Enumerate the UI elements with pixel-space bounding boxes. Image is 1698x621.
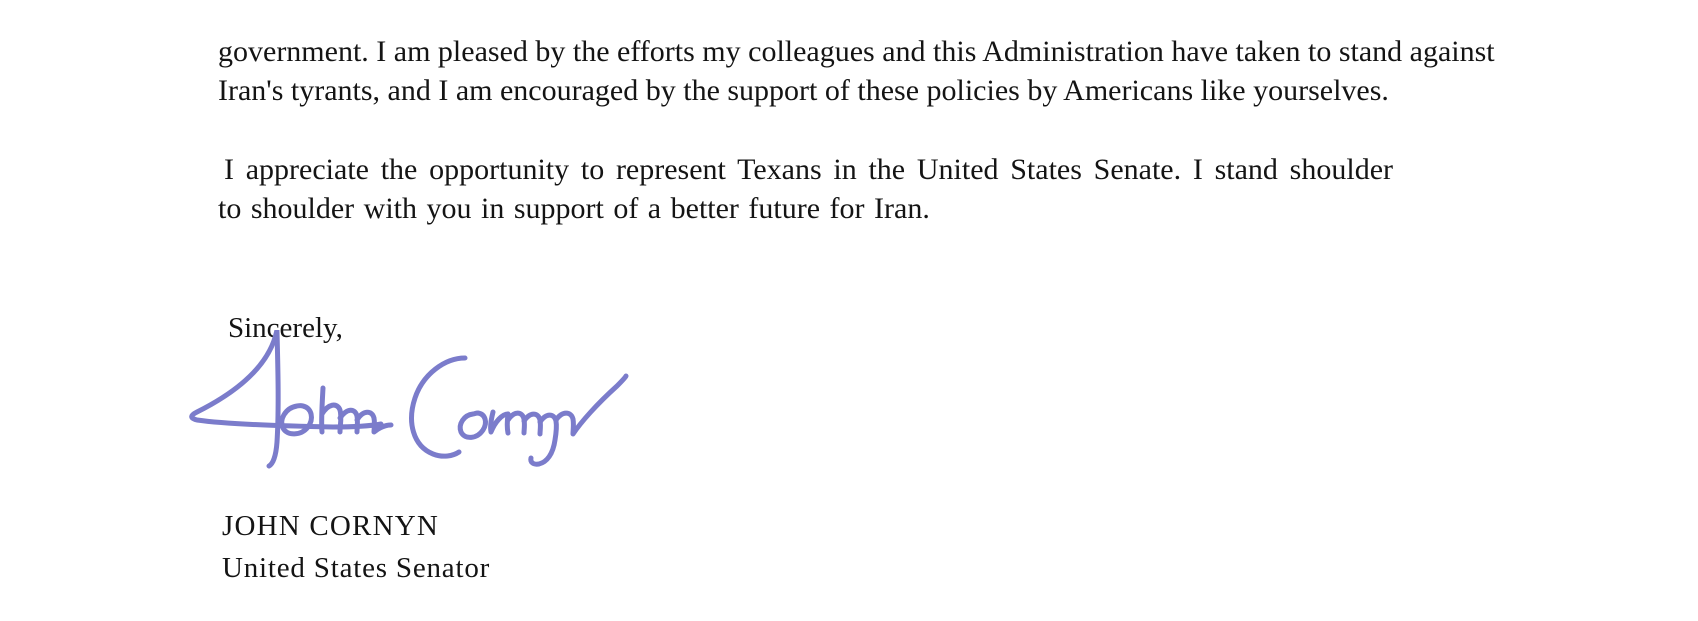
letter-body bbox=[218, 32, 1498, 228]
body-paragraph-1: government. I am pleased by the efforts my colleagues and this Administration have taken to stand against Iran's tyrants, and I am encouraged by the support of these policies by Americans like yourselves. bbox=[218, 35, 1495, 107]
signer-title: United States Senator bbox=[222, 552, 491, 584]
signer-block bbox=[222, 505, 490, 589]
closing-salutation: Sincerely, bbox=[228, 312, 343, 344]
body-paragraph-2: I appreciate the opportunity to represent Texans in the United States Senate. I stand shoulder to shoulder with you in support of a better future for Iran. bbox=[218, 153, 1393, 225]
signature-image bbox=[185, 330, 655, 470]
signer-name: JOHN CORNYN bbox=[222, 510, 440, 542]
